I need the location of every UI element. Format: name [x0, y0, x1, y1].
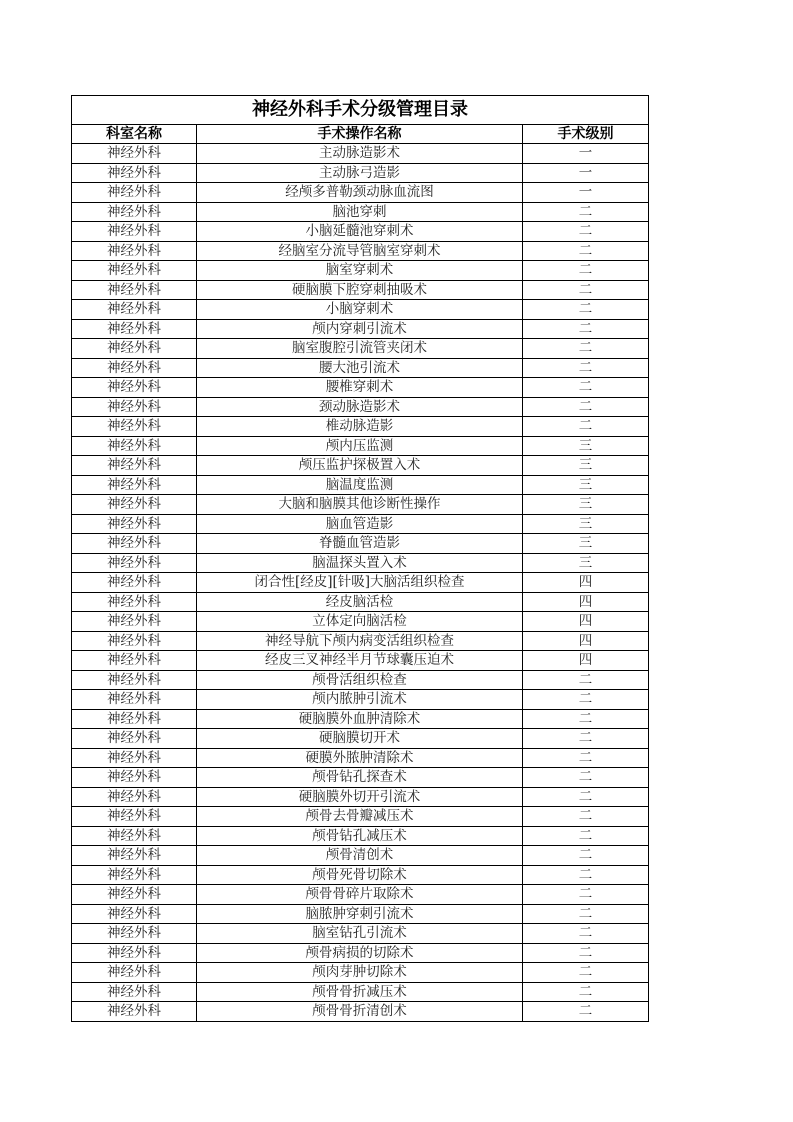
- grade-cell: 二: [523, 222, 649, 242]
- table-row: [72, 768, 649, 788]
- table-row: [72, 358, 649, 378]
- procedure-cell: 闭合性[经皮][针吸]大脑活组织检查: [197, 573, 523, 593]
- grade-cell: 二: [523, 417, 649, 437]
- grade-cell: 二: [523, 943, 649, 963]
- grade-cell: 二: [523, 904, 649, 924]
- grade-cell: 二: [523, 748, 649, 768]
- department-cell: 神经外科: [72, 709, 197, 729]
- department-cell: 神经外科: [72, 787, 197, 807]
- department-cell: 神经外科: [72, 826, 197, 846]
- grade-cell: 二: [523, 397, 649, 417]
- procedure-cell: 脑温探头置入术: [197, 553, 523, 573]
- column-header-grade: 手术级别: [523, 125, 649, 144]
- department-cell: 神经外科: [72, 261, 197, 281]
- table-row: [72, 865, 649, 885]
- procedure-cell: 硬膜外脓肿清除术: [197, 748, 523, 768]
- department-cell: 神经外科: [72, 573, 197, 593]
- department-cell: 神经外科: [72, 612, 197, 632]
- table-row: [72, 417, 649, 437]
- table-row: [72, 729, 649, 749]
- table-row: [72, 846, 649, 866]
- department-cell: 神经外科: [72, 358, 197, 378]
- table-row: [72, 280, 649, 300]
- grade-cell: 二: [523, 202, 649, 222]
- procedure-cell: 颅骨活组织检查: [197, 670, 523, 690]
- grade-cell: 二: [523, 846, 649, 866]
- table-row: [72, 592, 649, 612]
- grade-cell: 一: [523, 163, 649, 183]
- grade-cell: 四: [523, 573, 649, 593]
- department-cell: 神经外科: [72, 729, 197, 749]
- grade-cell: 二: [523, 729, 649, 749]
- procedure-cell: 硬脑膜下腔穿刺抽吸术: [197, 280, 523, 300]
- grade-cell: 二: [523, 280, 649, 300]
- procedure-cell: 颅骨骨折减压术: [197, 982, 523, 1002]
- procedure-cell: 小脑延髓池穿刺术: [197, 222, 523, 242]
- procedure-cell: 颅骨钻孔探查术: [197, 768, 523, 788]
- procedure-cell: 椎动脉造影: [197, 417, 523, 437]
- table-row: [72, 300, 649, 320]
- procedure-cell: 颅骨死骨切除术: [197, 865, 523, 885]
- procedure-cell: 脑室腹腔引流管夹闭术: [197, 339, 523, 359]
- table-row: [72, 1002, 649, 1022]
- department-cell: 神经外科: [72, 982, 197, 1002]
- table-row: [72, 475, 649, 495]
- table-row: [72, 787, 649, 807]
- grade-cell: 二: [523, 300, 649, 320]
- grade-cell: 二: [523, 339, 649, 359]
- table-row: [72, 807, 649, 827]
- department-cell: 神经外科: [72, 144, 197, 164]
- department-cell: 神经外科: [72, 963, 197, 983]
- department-cell: 神经外科: [72, 183, 197, 203]
- department-cell: 神经外科: [72, 534, 197, 554]
- department-cell: 神经外科: [72, 807, 197, 827]
- table-row: [72, 748, 649, 768]
- procedure-cell: 颅骨病损的切除术: [197, 943, 523, 963]
- grade-cell: 一: [523, 183, 649, 203]
- table-row: [72, 378, 649, 398]
- surgery-grade-table: [71, 95, 649, 1022]
- table-row: [72, 261, 649, 281]
- grade-cell: 四: [523, 631, 649, 651]
- grade-cell: 二: [523, 982, 649, 1002]
- department-cell: 神经外科: [72, 865, 197, 885]
- department-cell: 神经外科: [72, 339, 197, 359]
- procedure-cell: 脑池穿刺: [197, 202, 523, 222]
- procedure-cell: 硬脑膜外血肿清除术: [197, 709, 523, 729]
- table-row: [72, 202, 649, 222]
- table-row: [72, 144, 649, 164]
- procedure-cell: 颈动脉造影术: [197, 397, 523, 417]
- department-cell: 神经外科: [72, 885, 197, 905]
- department-cell: 神经外科: [72, 163, 197, 183]
- grade-cell: 二: [523, 241, 649, 261]
- department-cell: 神经外科: [72, 417, 197, 437]
- grade-cell: 二: [523, 690, 649, 710]
- table-row: [72, 456, 649, 476]
- table-row: [72, 319, 649, 339]
- procedure-cell: 颅骨骨折清创术: [197, 1002, 523, 1022]
- procedure-cell: 大脑和脑膜其他诊断性操作: [197, 495, 523, 515]
- grade-cell: 四: [523, 612, 649, 632]
- table-row: [72, 495, 649, 515]
- procedure-cell: 腰椎穿刺术: [197, 378, 523, 398]
- table-row: [72, 163, 649, 183]
- grade-cell: 三: [523, 534, 649, 554]
- grade-cell: 二: [523, 885, 649, 905]
- department-cell: 神经外科: [72, 202, 197, 222]
- procedure-cell: 主动脉弓造影: [197, 163, 523, 183]
- department-cell: 神经外科: [72, 670, 197, 690]
- department-cell: 神经外科: [72, 768, 197, 788]
- department-cell: 神经外科: [72, 748, 197, 768]
- department-cell: 神经外科: [72, 592, 197, 612]
- grade-cell: 三: [523, 456, 649, 476]
- table-row: [72, 397, 649, 417]
- procedure-cell: 颅压监护探极置入术: [197, 456, 523, 476]
- procedure-cell: 经颅多普勒颈动脉血流图: [197, 183, 523, 203]
- procedure-cell: 主动脉造影术: [197, 144, 523, 164]
- procedure-cell: 硬脑膜外切开引流术: [197, 787, 523, 807]
- procedure-cell: 小脑穿刺术: [197, 300, 523, 320]
- procedure-cell: 硬脑膜切开术: [197, 729, 523, 749]
- procedure-cell: 经皮三叉神经半月节球囊压迫术: [197, 651, 523, 671]
- grade-cell: 三: [523, 495, 649, 515]
- grade-cell: 二: [523, 378, 649, 398]
- department-cell: 神经外科: [72, 846, 197, 866]
- department-cell: 神经外科: [72, 222, 197, 242]
- grade-cell: 二: [523, 963, 649, 983]
- grade-cell: 二: [523, 319, 649, 339]
- department-cell: 神经外科: [72, 1002, 197, 1022]
- procedure-cell: 腰大池引流术: [197, 358, 523, 378]
- grade-cell: 二: [523, 865, 649, 885]
- table-row: [72, 982, 649, 1002]
- column-header-procedure: 手术操作名称: [197, 125, 523, 144]
- table-row: [72, 534, 649, 554]
- department-cell: 神经外科: [72, 924, 197, 944]
- table-row: [72, 826, 649, 846]
- table-row: [72, 943, 649, 963]
- procedure-cell: 颅肉芽肿切除术: [197, 963, 523, 983]
- table-row: [72, 553, 649, 573]
- department-cell: 神经外科: [72, 943, 197, 963]
- table-row: [72, 339, 649, 359]
- table-row: [72, 651, 649, 671]
- table-row: [72, 612, 649, 632]
- department-cell: 神经外科: [72, 241, 197, 261]
- grade-cell: 一: [523, 144, 649, 164]
- department-cell: 神经外科: [72, 631, 197, 651]
- grade-cell: 三: [523, 475, 649, 495]
- grade-cell: 二: [523, 670, 649, 690]
- grade-cell: 三: [523, 436, 649, 456]
- procedure-cell: 颅内穿刺引流术: [197, 319, 523, 339]
- table-row: [72, 709, 649, 729]
- department-cell: 神经外科: [72, 456, 197, 476]
- grade-cell: 四: [523, 651, 649, 671]
- grade-cell: 二: [523, 924, 649, 944]
- grade-cell: 二: [523, 358, 649, 378]
- department-cell: 神经外科: [72, 553, 197, 573]
- table-row: [72, 963, 649, 983]
- procedure-cell: 脊髓血管造影: [197, 534, 523, 554]
- table-row: [72, 670, 649, 690]
- procedure-cell: 脑脓肿穿刺引流术: [197, 904, 523, 924]
- grade-cell: 二: [523, 807, 649, 827]
- grade-cell: 二: [523, 261, 649, 281]
- grade-cell: 四: [523, 592, 649, 612]
- table-body: [72, 144, 649, 1022]
- department-cell: 神经外科: [72, 475, 197, 495]
- department-cell: 神经外科: [72, 651, 197, 671]
- procedure-cell: 颅骨清创术: [197, 846, 523, 866]
- department-cell: 神经外科: [72, 436, 197, 456]
- procedure-cell: 立体定向脑活检: [197, 612, 523, 632]
- table-row: [72, 924, 649, 944]
- grade-cell: 三: [523, 514, 649, 534]
- department-cell: 神经外科: [72, 397, 197, 417]
- procedure-cell: 颅内脓肿引流术: [197, 690, 523, 710]
- table-row: [72, 631, 649, 651]
- column-header-department: 科室名称: [72, 125, 197, 144]
- department-cell: 神经外科: [72, 280, 197, 300]
- grade-cell: 二: [523, 787, 649, 807]
- table-row: [72, 904, 649, 924]
- table-row: [72, 436, 649, 456]
- procedure-cell: 脑血管造影: [197, 514, 523, 534]
- grade-cell: 三: [523, 553, 649, 573]
- table-row: [72, 241, 649, 261]
- department-cell: 神经外科: [72, 904, 197, 924]
- procedure-cell: 脑室钻孔引流术: [197, 924, 523, 944]
- table-title: 神经外科手术分级管理目录: [72, 96, 649, 125]
- department-cell: 神经外科: [72, 319, 197, 339]
- procedure-cell: 颅内压监测: [197, 436, 523, 456]
- grade-cell: 二: [523, 826, 649, 846]
- table-row: [72, 690, 649, 710]
- procedure-cell: 颅骨骨碎片取除术: [197, 885, 523, 905]
- grade-cell: 二: [523, 768, 649, 788]
- procedure-cell: 经皮脑活检: [197, 592, 523, 612]
- table-row: [72, 514, 649, 534]
- procedure-cell: 脑室穿刺术: [197, 261, 523, 281]
- procedure-cell: 经脑室分流导管脑室穿刺术: [197, 241, 523, 261]
- table-row: [72, 573, 649, 593]
- table-row: [72, 183, 649, 203]
- procedure-cell: 脑温度监测: [197, 475, 523, 495]
- department-cell: 神经外科: [72, 495, 197, 515]
- department-cell: 神经外科: [72, 690, 197, 710]
- table-row: [72, 222, 649, 242]
- procedure-cell: 颅骨去骨瓣减压术: [197, 807, 523, 827]
- procedure-cell: 神经导航下颅内病变活组织检查: [197, 631, 523, 651]
- table-row: [72, 885, 649, 905]
- procedure-cell: 颅骨钻孔减压术: [197, 826, 523, 846]
- department-cell: 神经外科: [72, 378, 197, 398]
- department-cell: 神经外科: [72, 514, 197, 534]
- grade-cell: 二: [523, 1002, 649, 1022]
- grade-cell: 二: [523, 709, 649, 729]
- department-cell: 神经外科: [72, 300, 197, 320]
